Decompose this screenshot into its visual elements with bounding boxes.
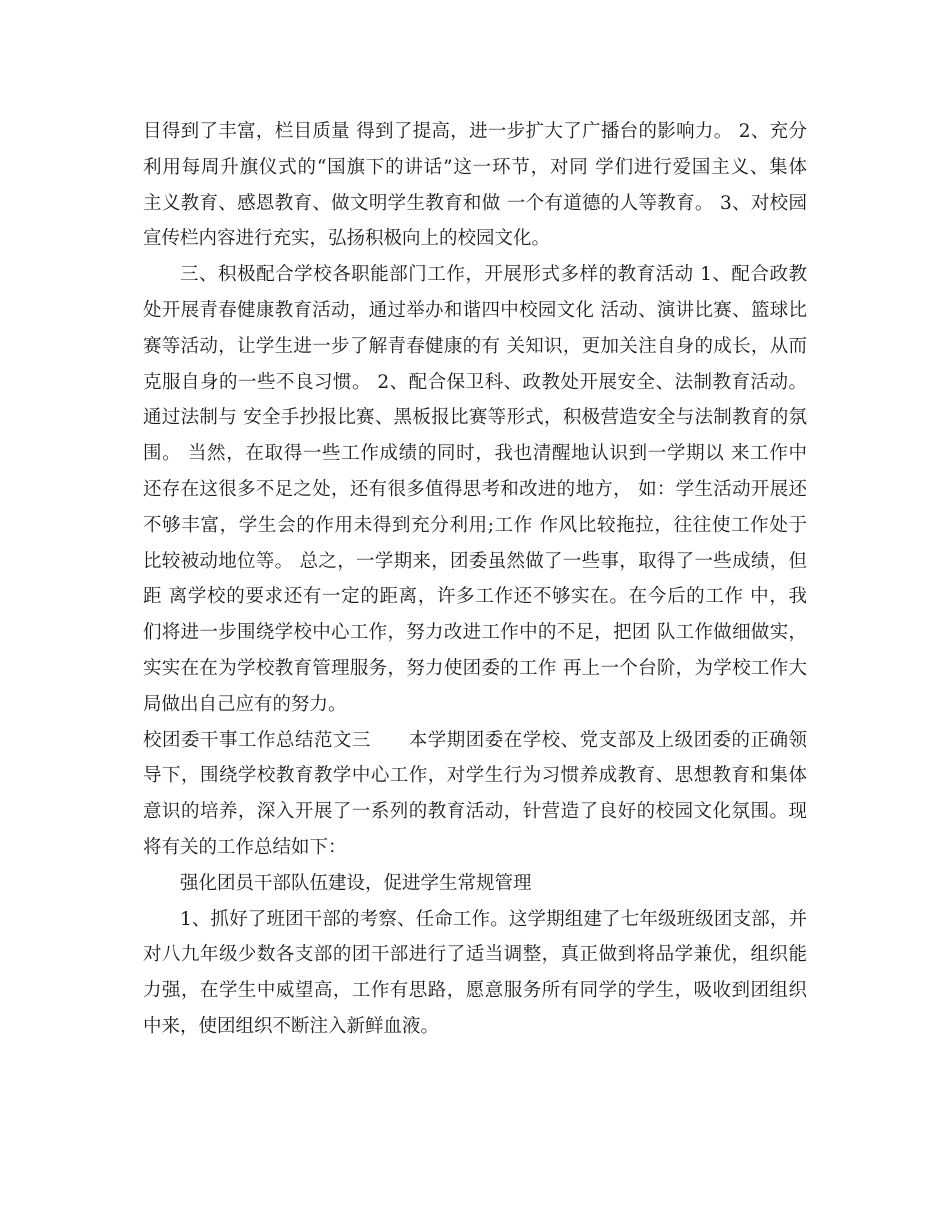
text-line: 比较被动地位等。 总之，一学期来，团委虽然做了一些事，取得了一些成绩，但 [143,550,807,572]
text-line: 1、抓好了班团干部的考察、任命工作。这学期组建了七年级班级团支部，并 [180,908,807,930]
text-line: 还存在这很多不足之处，还有很多值得思考和改进的地方， 如：学生活动开展还 [143,478,807,500]
document-body [143,114,807,1045]
text-line: 导下，围绕学校教育教学中心工作，对学生行为习惯养成教育、思想教育和集体 [143,765,807,787]
text-line: 局做出自己应有的努力。 [143,693,347,715]
text-line: 克服自身的一些不良习惯。 2、配合保卫科、政教处开展安全、法制教育活动。 [143,371,807,393]
text-line: 目得到了丰富，栏目质量 得到了提高，进一步扩大了广播台的影响力。 2、充分 [143,121,807,142]
text-line: 宣传栏内容进行充实，弘扬积极向上的校园文化。 [143,228,551,250]
text-line: 处开展青春健康教育活动，通过举办和谐四中校园文化 活动、演讲比赛、篮球比 [143,299,807,321]
text-line: 围。 当然，在取得一些工作成绩的同时，我也清醒地认识到一学期以 来工作中 [143,443,807,465]
text-line: 中来，使团组织不断注入新鲜血液。 [143,1015,440,1037]
text-line: 距 离学校的要求还有一定的距离，许多工作还不够实在。在今后的工作 中，我 [143,586,807,608]
text-line: 对八九年级少数各支部的团干部进行了适当调整，真正做到将品学兼优，组织能 [143,944,807,966]
text-line: 力强，在学生中威望高，工作有思路，愿意服务所有同学的学生，吸收到团组织 [143,980,807,1002]
text-line: 通过法制与 安全手抄报比赛、黑板报比赛等形式，积极营造安全与法制教育的氛 [143,407,807,429]
text-line: 赛等活动，让学生进一步了解青春健康的有 关知识，更加关注自身的成长，从而 [143,335,807,357]
text-line: 将有关的工作总结如下： [143,836,347,858]
text-line: 实实在在为学校教育管理服务，努力使团委的工作 再上一个台阶，为学校工作大 [143,657,807,679]
text-line: 三、积极配合学校各职能部门工作，开展形式多样的教育活动 1、配合政教 [180,264,807,286]
section-heading-line: 校团委干事工作总结范文三 本学期团委在学校、党支部及上级团委的正确领 [143,729,807,751]
text-line: 主义教育、感恩教育、做文明学生教育和做 一个有道德的人等教育。 3、对校园 [143,192,807,214]
text-line: 利用每周升旗仪式的“国旗下的讲话”这一环节，对同 学们进行爱国主义、集体 [143,156,807,178]
text-line: 不够丰富，学生会的作用未得到充分利用;工作 作风比较拖拉，往往使工作处于 [143,514,807,536]
subheading-line: 强化团员干部队伍建设，促进学生常规管理 [180,872,532,894]
text-line: 意识的培养，深入开展了一系列的教育活动，针营造了良好的校园文化氛围。现 [143,801,807,823]
text-line: 们将进一步围绕学校中心工作，努力改进工作中的不足，把团 队工作做细做实， [143,622,807,644]
